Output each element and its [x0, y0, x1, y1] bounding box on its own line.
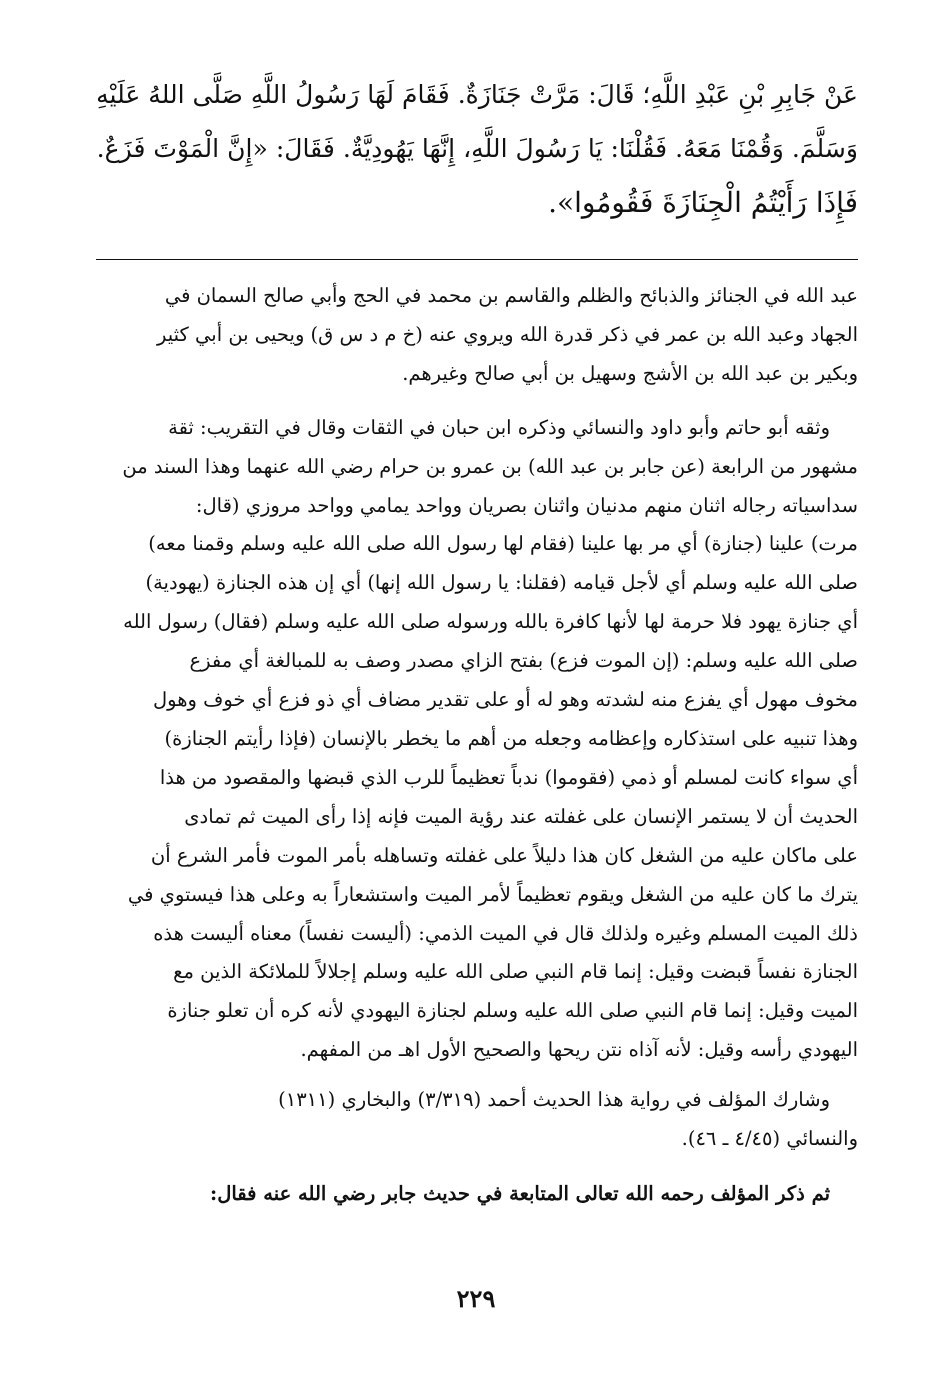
text-line: الجنازة نفساً قبضت وقيل: إنما قام النبي صلى الله عليه وسلم إجلالاً للملائكة الذين مع: [173, 960, 858, 984]
section-lead-in: [96, 1175, 858, 1214]
text-line: اليهودي رأسه وقيل: لأنه آذاه نتن ريحها والصحيح الأول اهـ من المفهم.: [300, 1038, 858, 1062]
commentary-paragraph: [96, 409, 858, 1070]
text-line: صلى الله عليه وسلم أي لأجل قيامه (فقلنا: يا رسول الله إنها) أي إن هذه الجنازة (يهودية): [145, 571, 858, 595]
text-line: مرت) علينا (جنازة) أي مر بها علينا (فقام لها رسول الله صلى الله عليه وسلم وقمنا معه): [148, 532, 858, 556]
text-line: ذلك الميت المسلم وغيره ولذلك قال في الميت الذمي: (أليست نفساً) معناه أليست هذه: [153, 921, 858, 945]
text-line: وشارك المؤلف في رواية هذا الحديث أحمد (٣/٣١٩) والبخاري (١٣١١): [278, 1088, 830, 1112]
text-line: الجهاد وعبد الله بن عمر في ذكر قدرة الله ويروي عنه (خ م د س ق) ويحيى بن أبي كثير: [157, 322, 858, 346]
text-line: عبد الله في الجنائز والذبائح والظلم والقاسم بن محمد في الحج وأبي صالح السمان في: [164, 284, 858, 307]
text-line: صلى الله عليه وسلم: (إن الموت فزع) بفتح الزاي مصدر وصف به للمبالغة أي مفزع: [189, 649, 858, 673]
text-line: أي جنازة يهود فلا حرمة لها لأنها كافرة بالله ورسوله صلى الله عليه وسلم (فقال) رسول الله: [123, 610, 858, 634]
commentary: [96, 277, 858, 1214]
text-line: يترك ما كان عليه من الشغل ويقوم تعظيماً لأمر الميت واستشعاراً به وعلى هذا فيستوي في: [127, 882, 858, 906]
text-line: سداسياته رجاله اثنان منهم مدنيان واثنان بصريان وواحد يمامي وواحد مروزي (قال:: [195, 493, 858, 517]
text-line: ثم ذكر المؤلف رحمه الله تعالى المتابعة في حديث جابر رضي الله عنه فقال:: [210, 1181, 830, 1205]
hadith-text: [96, 68, 858, 230]
text-line: وبكير بن عبد الله بن الأشج وسهيل بن أبي صالح وغيرهم.: [402, 361, 858, 385]
text-line: الميت وقيل: إنما قام النبي صلى الله عليه وسلم لجنازة اليهودي لأنه كره أن تعلو جنازة: [167, 999, 858, 1023]
text-line: مشهور من الرابعة (عن جابر بن عبد الله) بن عمرو بن حرام رضي الله عنهما وهذا السند من: [122, 454, 858, 478]
text-line: والنسائي (٤/٤٥ ـ ٤٦).: [681, 1127, 858, 1151]
commentary-paragraph: [96, 277, 858, 394]
commentary-paragraph: [96, 1081, 858, 1159]
text-line: مخوف مهول أي يفزع منه لشدته وهو له أو على تقدير مضاف أي ذو فزع أي خوف وهول: [152, 688, 858, 712]
text-line: الحديث أن لا يستمر الإنسان على غفلته عند رؤية الميت فإنه إذا رأى الميت ثم تمادى: [184, 804, 858, 828]
text-line: وهذا تنبيه على استذكاره وإعظامه وجعله من أهم ما يخطر بالإنسان (فإذا رأيتم الجنازة): [164, 726, 858, 750]
hadith-line: فَإِذَا رَأَيْتُمُ الْجِنَازَةَ فَقُومُوا».: [548, 186, 858, 219]
divider: [96, 259, 858, 260]
text-line: أي سواء كانت لمسلم أو ذمي (فقوموا) ندباً تعظيماً للرب الذي قبضها والمقصود من هذا: [159, 765, 858, 789]
text-line: وثقه أبو حاتم وأبو داود والنسائي وذكره ابن حبان في الثقات وقال في التقريب: ثقة: [168, 415, 830, 439]
page-number: ٢٢٩: [456, 1284, 496, 1313]
hadith-line: وَسَلَّمَ. وَقُمْنَا مَعَهُ. فَقُلْنَا: يَا رَسُولَ اللَّهِ، إِنَّهَا يَهُودِيَّةٌ. فَقَالَ: «إِنَّ الْمَوْتَ فَزَعٌ.: [96, 134, 858, 163]
text-line: على ماكان عليه من الشغل كان هذا دليلاً على غفلته وتساهله بأمر الموت فأمر الشرع أن: [150, 843, 858, 867]
hadith-line: عَنْ جَابِرِ بْنِ عَبْدِ اللَّهِ؛ قَالَ: مَرَّتْ جَنَازَةٌ. فَقَامَ لَهَا رَسُولُ اللَّهِ صَلَّى اللهُ عَلَيْهِ: [96, 80, 858, 109]
